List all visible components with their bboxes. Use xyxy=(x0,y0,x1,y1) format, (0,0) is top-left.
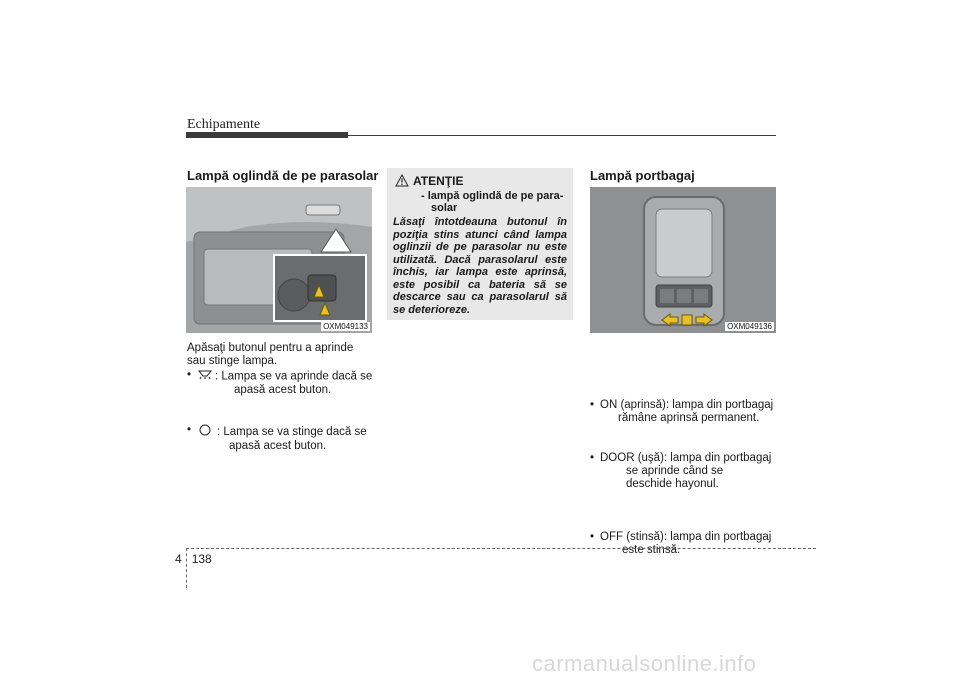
vanity-lamp-heading: Lampă oglindă de pe parasolar xyxy=(187,168,379,183)
warning-box xyxy=(387,168,573,320)
header-bar xyxy=(186,132,348,138)
warning-body: Lăsaţi întotdeauna butonul în poziţia stins atunci când lampa oglinzii de pe parasolar nu este utilizată. Dacă parasolarul este închis, iar lampa este aprinsă, este posibil ca bateria să se descarce sau ca parasolarul să se deterioreze. xyxy=(393,216,567,316)
vanity-intro: Apăsaţi butonul pentru a aprinde sau stinge lampa. xyxy=(187,342,354,367)
cargo-figure-code: OXM049136 xyxy=(727,322,772,331)
chapter-number: 4 xyxy=(175,552,182,566)
warning-title: ATENŢIE xyxy=(413,174,464,188)
cargo-lamp-heading: Lampă portbagaj xyxy=(590,168,695,183)
cargo-bullet-off: • OFF (stinsă): lampa din portbagaj este stinsă. xyxy=(590,531,772,556)
vanity-lamp-figure xyxy=(186,187,372,333)
cargo-lamp-figure xyxy=(590,187,776,333)
vanity-bullet-off: • : Lampa se va stinge dacă se apasă acest buton. xyxy=(187,424,367,452)
warning-subtitle-1: - lampă oglindă de pe para- xyxy=(421,190,564,202)
lamp-off-icon xyxy=(197,424,217,440)
lamp-on-icon xyxy=(197,369,215,384)
page-number xyxy=(175,552,212,566)
cargo-bullet-door: • DOOR (uşă): lampa din portbagaj se aprinde când se deschide hayonul. xyxy=(590,452,772,490)
watermark: carmanualsonline.info xyxy=(532,651,757,676)
section-title: Echipamente xyxy=(187,117,261,132)
cargo-lamp-illustration xyxy=(590,187,776,333)
vanity-figure-code: OXM049133 xyxy=(323,322,368,331)
vanity-lamp-illustration xyxy=(186,187,372,333)
page-index: 138 xyxy=(191,552,212,566)
header-rule xyxy=(348,135,776,136)
warning-subtitle-2: solar xyxy=(431,202,458,214)
warning-icon xyxy=(395,174,409,192)
footer-rule xyxy=(186,548,816,549)
vanity-bullet-on: • : Lampa se va aprinde dacă se apasă acest buton. xyxy=(187,369,373,396)
cargo-bullet-on: • ON (aprinsă): lampa din portbagaj rămâne aprinsă permanent. xyxy=(590,399,774,424)
